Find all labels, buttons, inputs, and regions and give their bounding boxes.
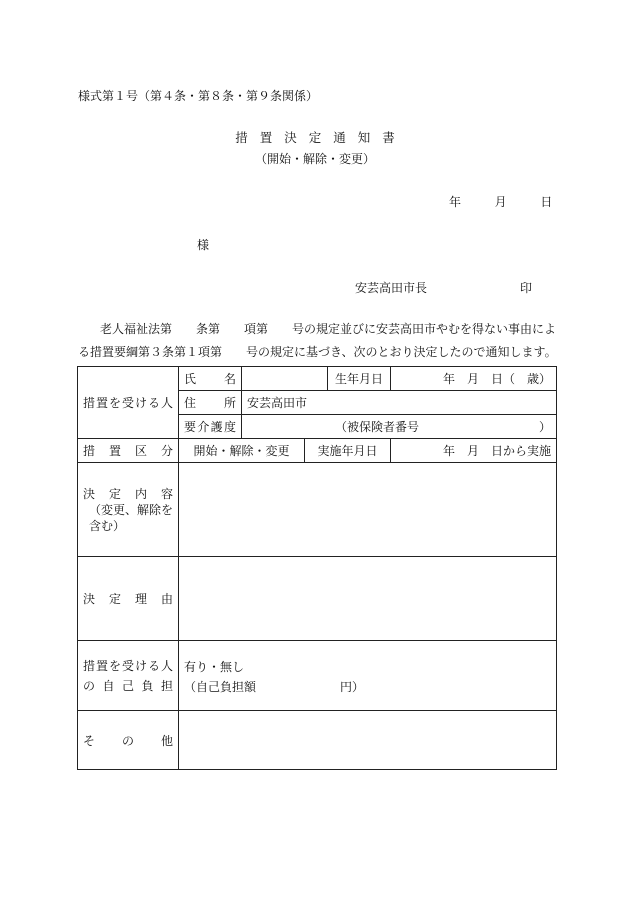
addressee-suffix: 様: [197, 238, 210, 252]
decision-note: （変更、解除を含む）: [89, 503, 174, 533]
burden-field[interactable]: [179, 641, 557, 711]
body-line-1: 老人福祉法第 条第 項第 号の規定並びに安芸高田市やむを得ない事由によ: [100, 322, 557, 336]
burden-choice: 有り・無し: [184, 660, 245, 674]
document-subtitle: （開始・解除・変更）: [254, 152, 375, 166]
address-field[interactable]: 安芸高田市: [242, 391, 557, 415]
insured-number-field[interactable]: （被保険者番号 ）: [242, 415, 557, 439]
category-field[interactable]: 開始・解除・変更: [179, 439, 305, 463]
other-field[interactable]: [179, 711, 557, 770]
address-label: 住 所: [179, 391, 242, 415]
reason-field[interactable]: [179, 557, 557, 641]
birthdate-label: 生年月日: [328, 367, 391, 391]
decision-table: [77, 366, 557, 770]
seal-mark: 印: [520, 281, 533, 295]
implementation-date-field[interactable]: 年 月 日から実施: [391, 439, 557, 463]
body-text: [78, 318, 568, 364]
date-year: 年: [449, 195, 462, 209]
decision-label: 決定内容: [83, 487, 173, 501]
burden-label-cell: [78, 641, 179, 711]
date-month: 月: [494, 195, 507, 209]
category-label: 措置区分: [78, 439, 179, 463]
date-day: 日: [540, 195, 553, 209]
person-label: 措置を受ける人: [78, 367, 179, 439]
issuer-name: 安芸高田市長: [355, 281, 428, 295]
name-label: 氏 名: [179, 367, 242, 391]
date-line: [449, 193, 552, 210]
form-number: 様式第１号（第４条・第８条・第９条関係）: [78, 89, 319, 103]
burden-label-line-2: の自己負担: [83, 678, 173, 693]
decision-label-cell: [78, 463, 179, 557]
birthdate-field[interactable]: 年 月 日（ 歳）: [391, 367, 557, 391]
decision-content-field[interactable]: [179, 463, 557, 557]
other-label: その他: [78, 711, 179, 770]
document-title: 措置決定通知書: [235, 130, 407, 145]
burden-amount: （自己負担額 円）: [184, 680, 365, 694]
name-field[interactable]: [242, 367, 328, 391]
reason-label: 決定理由: [78, 557, 179, 641]
implementation-date-label: 実施年月日: [305, 439, 391, 463]
burden-label-line-1: 措置を受ける人: [83, 658, 173, 673]
care-level-label: 要介護度: [179, 415, 242, 439]
body-line-2: る措置要綱第３条第１項第 号の規定に基づき、次のとおり決定したので通知します。: [78, 345, 557, 359]
